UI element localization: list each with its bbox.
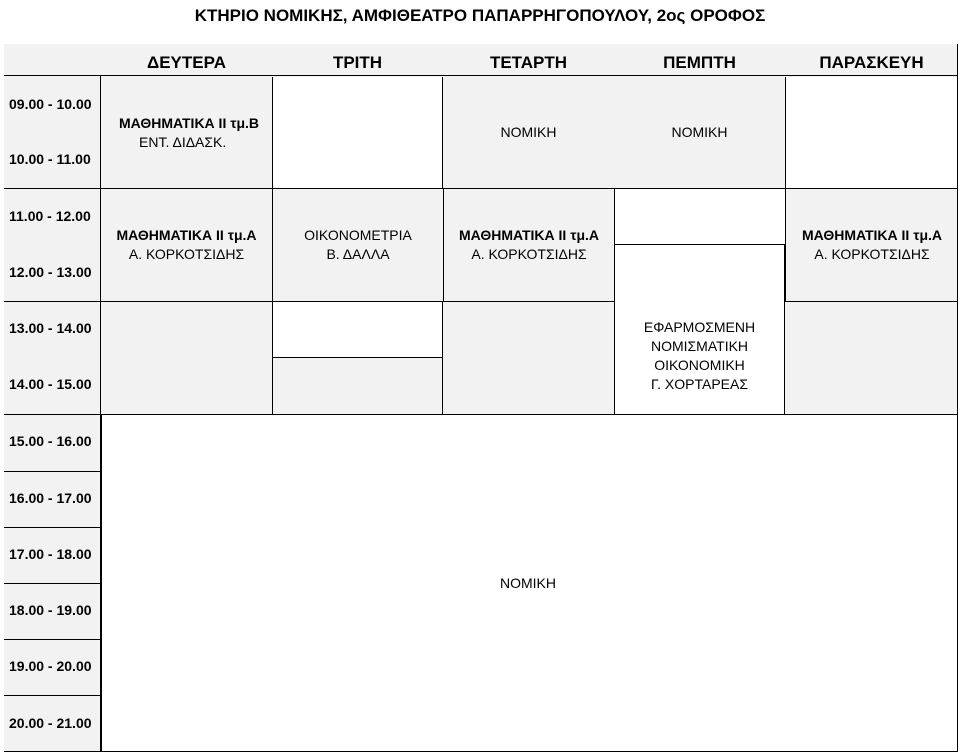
hour-divider <box>4 639 100 640</box>
course-name: ΜΑΘΗΜΑΤΙΚΑ ΙΙ τμ.Α <box>116 227 257 243</box>
time-label: 17.00 - 18.00 <box>9 546 92 562</box>
course-teacher: Γ. ΧΟΡΤΑΡΕΑΣ <box>650 375 749 392</box>
day-header-thursday: ΠΕΜΠΤΗ <box>663 53 736 72</box>
cell-friday-1300 <box>785 302 958 414</box>
cell-friday-0900 <box>785 77 958 188</box>
course-name: ΝΟΜΙΚΗ <box>500 124 557 140</box>
cell-tuesday-0900 <box>272 77 443 188</box>
hour-divider <box>4 471 100 472</box>
cell-thursday-1200 <box>614 245 785 414</box>
course-teacher: Β. ΔΑΛΛΑ <box>326 246 390 262</box>
course-name: ΜΑΘΗΜΑΤΙΚΑ ΙΙ τμ.Α <box>458 227 600 243</box>
time-label: 18.00 - 19.00 <box>9 602 92 618</box>
time-label: 12.00 - 13.00 <box>9 264 92 280</box>
course-name: ΝΟΜΙΚΗ <box>500 574 556 591</box>
cell-monday-0900 <box>101 77 272 188</box>
course-teacher: ΕΝΤ. ΔΙΔΑΣΚ. <box>139 133 227 150</box>
time-label: 10.00 - 11.00 <box>9 151 91 167</box>
hour-divider <box>4 583 100 584</box>
course-name-line: ΝΟΜΙΣΜΑΤΙΚΗ <box>650 337 749 354</box>
cell-monday-1100 <box>101 189 272 301</box>
time-label: 09.00 - 10.00 <box>9 96 92 112</box>
cell-tuesday-1300 <box>272 302 443 358</box>
time-label: 20.00 - 21.00 <box>9 715 92 731</box>
course-name-line: ΕΦΑΡΜΟΣΜΕΝΗ <box>643 318 756 335</box>
day-header-friday: ΠΑΡΑΣΚΕΥΗ <box>819 53 924 72</box>
day-header-monday: ΔΕΥΤΕΡΑ <box>147 53 226 72</box>
cell-thursday-0900 <box>614 77 785 188</box>
hour-divider <box>4 527 100 528</box>
time-label: 14.00 - 15.00 <box>9 376 92 392</box>
cell-thursday-1100 <box>614 189 785 245</box>
block-divider <box>4 751 958 752</box>
course-teacher: Α. ΚΟΡΚΟΤΣΙΔΗΣ <box>128 246 245 262</box>
course-name-line: ΟΙΚΟΝΟΜΙΚΗ <box>654 356 745 373</box>
page-title: ΚΤΗΡΙΟ ΝΟΜΙΚΗΣ, ΑΜΦΙΘΕΑΤΡΟ ΠΑΠΑΡΡΗΓΟΠΟΥΛΟΥ, 2ος ΟΡΟΦΟΣ <box>194 6 766 25</box>
time-label: 15.00 - 16.00 <box>9 433 92 449</box>
course-name: ΝΟΜΙΚΗ <box>671 124 728 140</box>
cell-afternoon-all-week <box>101 415 958 751</box>
time-label: 19.00 - 20.00 <box>9 658 92 674</box>
course-name: ΜΑΘΗΜΑΤΙΚΑ ΙΙ τμ.Β <box>119 114 260 131</box>
time-label: 11.00 - 12.00 <box>9 208 91 224</box>
course-teacher: Α. ΚΟΡΚΟΤΣΙΔΗΣ <box>471 246 587 262</box>
course-name: ΟΙΚΟΝΟΜΕΤΡΙΑ <box>304 227 412 243</box>
day-header-wednesday: ΤΕΤΑΡΤΗ <box>489 53 568 72</box>
course-teacher: Α. ΚΟΡΚΟΤΣΙΔΗΣ <box>814 246 930 262</box>
cell-tuesday-1100 <box>272 189 443 301</box>
cell-monday-1300 <box>101 302 272 414</box>
day-header-row <box>4 44 958 76</box>
outer-border <box>957 44 958 752</box>
time-label: 16.00 - 17.00 <box>9 490 92 506</box>
timetable <box>4 44 958 752</box>
cell-wednesday-0900 <box>443 77 614 188</box>
time-label: 13.00 - 14.00 <box>9 320 92 336</box>
day-header-tuesday: ΤΡΙΤΗ <box>332 53 383 72</box>
cell-tuesday-1400 <box>272 358 443 414</box>
hour-divider <box>4 695 100 696</box>
cell-friday-1100 <box>785 189 958 301</box>
cell-wednesday-1300 <box>443 302 614 414</box>
cell-wednesday-1100 <box>443 189 614 301</box>
course-name: ΜΑΘΗΜΑΤΙΚΑ ΙΙ τμ.Α <box>801 227 943 243</box>
